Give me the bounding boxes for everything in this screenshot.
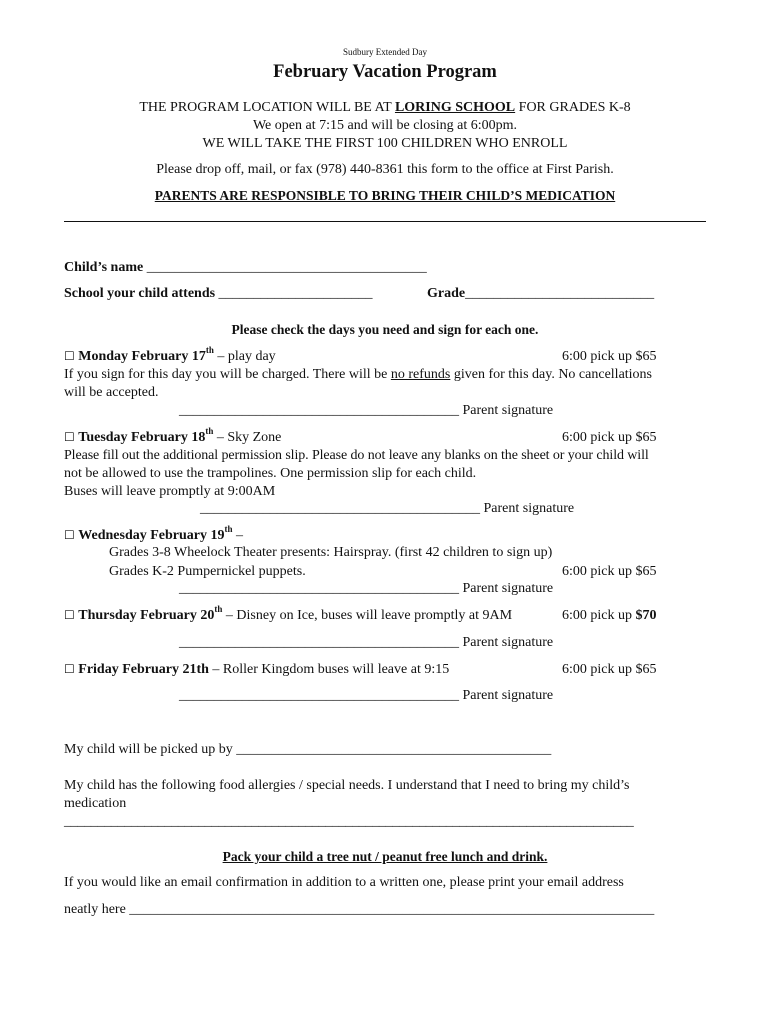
wednesday-signature[interactable]: ________________________________________ Parent signature — [179, 581, 554, 596]
monday-signature[interactable]: ________________________________________ Parent signature — [179, 403, 554, 418]
allergies-field[interactable]: _____________________________________________________________________________________ — [64, 814, 634, 829]
location-line: THE PROGRAM LOCATION WILL BE AT LORING SCHOOL FOR GRADES K-8 — [139, 100, 631, 115]
tuesday-option: ☐ Tuesday February 18th – Sky Zone — [64, 426, 282, 445]
monday-checkbox[interactable]: ☐ — [64, 349, 75, 363]
thursday-price: 6:00 pick up $70 — [562, 608, 657, 623]
monday-option: ☐ Monday February 17th – play day — [64, 345, 276, 364]
wednesday-option: ☐ Wednesday February 19th – — [64, 524, 244, 543]
wednesday-grades-3-8: Grades 3-8 Wheelock Theater presents: Hairspray. (first 42 children to sign up) — [109, 545, 553, 560]
check-instructions: Please check the days you need and sign for each one. — [231, 322, 539, 337]
school-name: LORING SCHOOL — [394, 100, 516, 115]
tuesday-bus-note: Buses will leave promptly at 9:00AM — [64, 484, 276, 499]
wednesday-checkbox[interactable]: ☐ — [64, 528, 75, 542]
allergies-label: My child has the following food allergies / special needs. I understand that I need to bring my child’s — [64, 778, 630, 793]
lunch-notice: Pack your child a tree nut / peanut free lunch and drink. — [222, 849, 548, 864]
grade-field[interactable]: Grade___________________________ — [427, 286, 655, 301]
header-divider — [64, 221, 706, 222]
tuesday-note: Please fill out the additional permission slip. Please do not leave any blanks on the sheet or your child will — [64, 448, 649, 463]
dropoff-instructions: Please drop off, mail, or fax (978) 440-8361 this form to the office at First Parish. — [156, 162, 614, 177]
tuesday-price: 6:00 pick up $65 — [562, 430, 657, 445]
page-title: February Vacation Program — [273, 62, 497, 82]
friday-checkbox[interactable]: ☐ — [64, 662, 75, 676]
medication-notice: PARENTS ARE RESPONSIBLE TO BRING THEIR CHILD’S MEDICATION — [154, 188, 616, 203]
thursday-signature[interactable]: ________________________________________ Parent signature — [179, 635, 554, 650]
email-instructions: If you would like an email confirmation in addition to a written one, please print your email address — [64, 875, 624, 890]
email-field[interactable]: neatly here ___________________________________________________________________________ — [64, 902, 655, 917]
school-field[interactable]: School your child attends ______________________ — [64, 286, 373, 301]
tuesday-checkbox[interactable]: ☐ — [64, 430, 75, 444]
thursday-checkbox[interactable]: ☐ — [64, 608, 75, 622]
tuesday-note-cont: not be allowed to use the trampolines. One permission slip for each child. — [64, 466, 477, 481]
wednesday-grades-k-2: Grades K-2 Pumpernickel puppets. — [109, 564, 306, 579]
monday-price: 6:00 pick up $65 — [562, 349, 657, 364]
monday-note-cont: will be accepted. — [64, 385, 159, 400]
tuesday-signature[interactable]: ________________________________________ Parent signature — [200, 501, 575, 516]
allergies-label-cont: medication — [64, 796, 127, 811]
enrollment-limit: WE WILL TAKE THE FIRST 100 CHILDREN WHO ENROLL — [202, 136, 568, 151]
pickup-field[interactable]: My child will be picked up by _____________________________________________ — [64, 742, 552, 757]
monday-note: If you sign for this day you will be charged. There will be no refunds given for this day. No cancellations — [64, 367, 653, 382]
wednesday-price: 6:00 pick up $65 — [562, 564, 657, 579]
friday-option: ☐ Friday February 21th – Roller Kingdom buses will leave at 9:15 — [64, 662, 450, 677]
child-name-field[interactable]: Child’s name ________________________________________ — [64, 260, 427, 275]
friday-price: 6:00 pick up $65 — [562, 662, 657, 677]
hours-line: We open at 7:15 and will be closing at 6:00pm. — [252, 118, 518, 133]
organization-name: Sudbury Extended Day — [343, 47, 427, 57]
friday-signature[interactable]: ________________________________________ Parent signature — [179, 688, 554, 703]
thursday-option: ☐ Thursday February 20th – Disney on Ice, buses will leave promptly at 9AM — [64, 604, 513, 623]
